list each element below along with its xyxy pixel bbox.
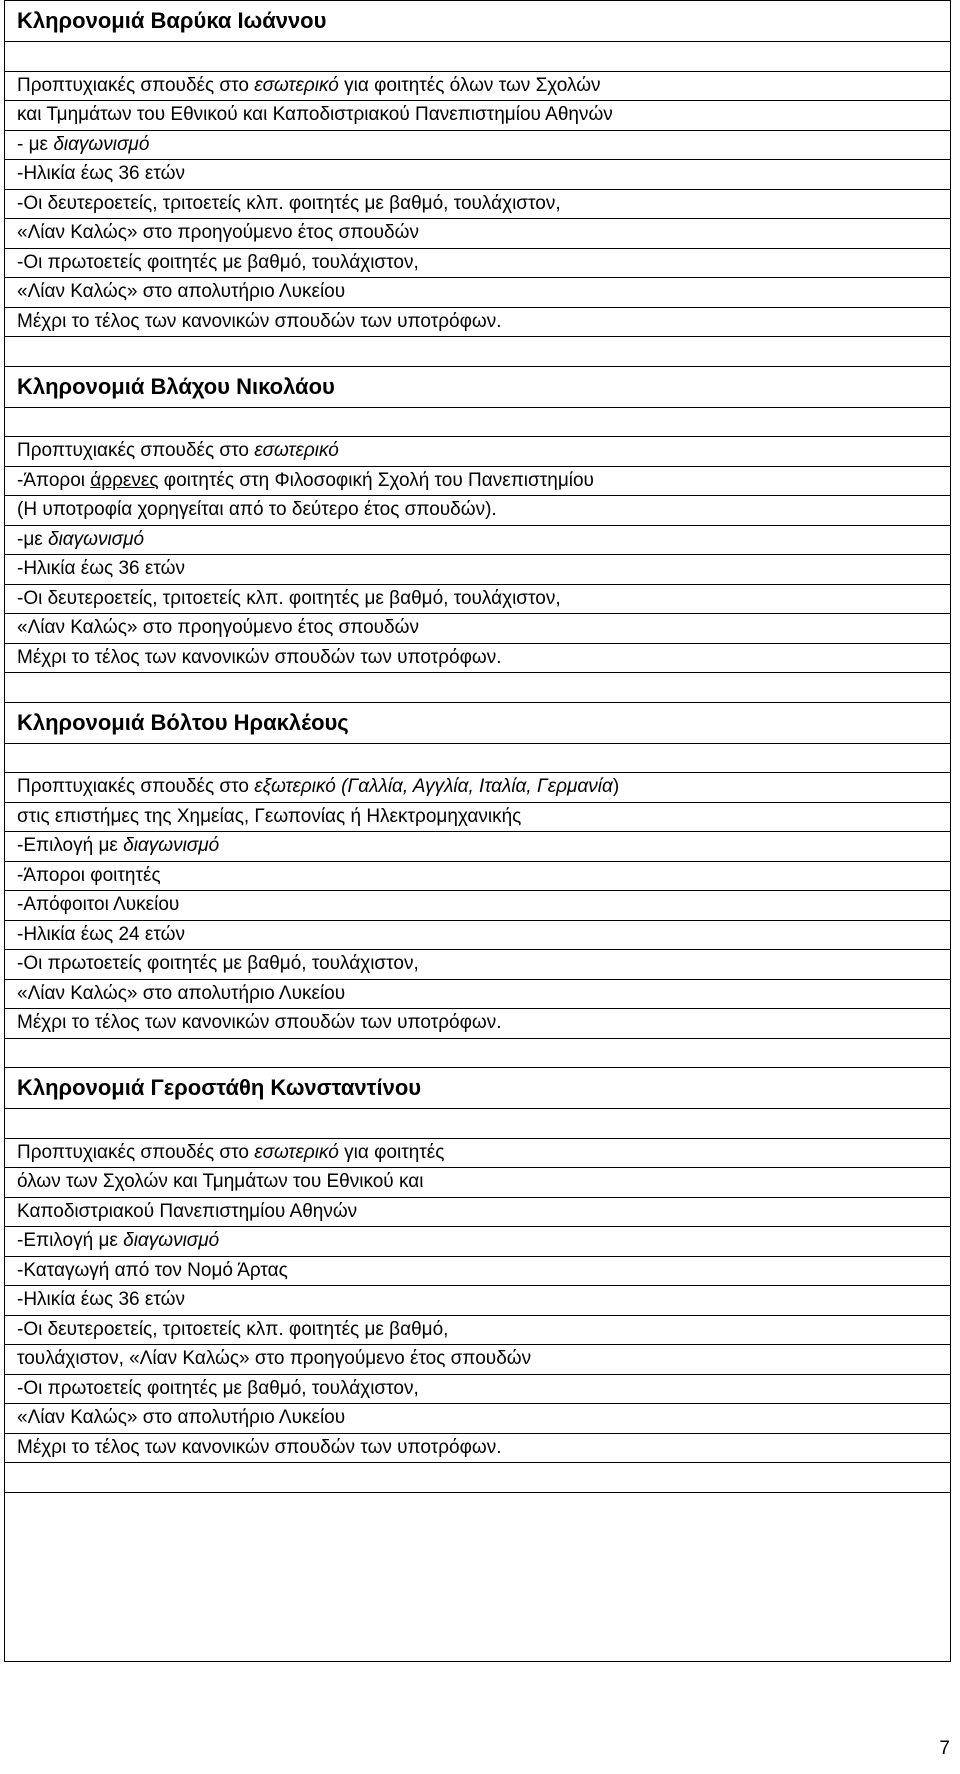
empty-row <box>5 1463 951 1493</box>
table-cell <box>5 802 951 832</box>
table-cell <box>5 71 951 101</box>
text-row <box>5 891 951 921</box>
table-cell <box>5 219 951 249</box>
text-row <box>5 1315 951 1345</box>
table-cell <box>5 1345 951 1375</box>
table-cell <box>5 1038 951 1068</box>
table-cell <box>5 1009 951 1039</box>
text-row <box>5 1009 951 1039</box>
empty-row <box>5 407 951 437</box>
table-cell <box>5 1492 951 1661</box>
scholarship-table <box>4 0 951 1662</box>
text-row <box>5 130 951 160</box>
table-cell <box>5 743 951 773</box>
empty-row <box>5 337 951 367</box>
table-cell <box>5 189 951 219</box>
text-segment: διαγωνισμό <box>48 528 145 550</box>
table-cell <box>5 861 951 891</box>
text-row <box>5 1256 951 1286</box>
text-segment: (Η υποτροφία χορηγείται από το δεύτερο έτος σπουδών). <box>17 499 497 521</box>
text-row <box>5 496 951 526</box>
text-segment: Προπτυχιακές σπουδές στο <box>17 1141 255 1163</box>
empty-row <box>5 42 951 72</box>
text-segment: «Λίαν Καλώς» στο απολυτήριο Λυκείου <box>17 281 346 303</box>
bequest-heading-row <box>5 366 951 407</box>
table-cell <box>5 1463 951 1493</box>
table-cell <box>5 614 951 644</box>
text-segment: όλων των Σχολών και Τμημάτων του Εθνικού και <box>17 1171 424 1193</box>
text-segment: διαγωνισμό <box>123 1230 220 1252</box>
text-segment: Μέχρι το τέλος των κανονικών σπουδών των υποτρόφων. <box>17 1012 502 1034</box>
text-segment: εξωτερικό (Γαλλία, Αγγλία, Ιταλία, Γερμανία <box>254 776 613 798</box>
table-cell <box>5 643 951 673</box>
text-row <box>5 437 951 467</box>
text-segment: -Οι πρωτοετείς φοιτητές με βαθμό, τουλάχιστον, <box>17 251 419 273</box>
text-segment: διαγωνισμό <box>123 835 220 857</box>
table-cell <box>5 1197 951 1227</box>
text-segment: για φοιτητές όλων των Σχολών <box>338 74 601 96</box>
text-segment: άρρενες <box>90 469 159 491</box>
bequest-title: Κληρονομιά Βόλτου Ηρακλέους <box>17 709 349 735</box>
text-row <box>5 1404 951 1434</box>
text-row <box>5 1138 951 1168</box>
text-segment: εσωτερικό <box>254 1141 339 1163</box>
table-cell <box>5 1374 951 1404</box>
empty-row <box>5 1038 951 1068</box>
text-row <box>5 1197 951 1227</box>
table-cell <box>5 584 951 614</box>
table-cell <box>5 160 951 190</box>
text-segment: εσωτερικό <box>254 440 339 462</box>
text-row <box>5 832 951 862</box>
text-row <box>5 71 951 101</box>
bequest-heading-row <box>5 1 951 42</box>
text-segment: Προπτυχιακές σπουδές στο <box>17 74 255 96</box>
table-cell <box>5 466 951 496</box>
text-row <box>5 278 951 308</box>
table-cell <box>5 407 951 437</box>
bequest-title-cell <box>5 1 951 42</box>
table-cell <box>5 42 951 72</box>
table-cell <box>5 1138 951 1168</box>
table-cell <box>5 130 951 160</box>
text-segment: Μέχρι το τέλος των κανονικών σπουδών των υποτρόφων. <box>17 646 502 668</box>
text-row <box>5 525 951 555</box>
text-row <box>5 101 951 131</box>
text-segment: φοιτητές στη Φιλοσοφική Σχολή του Πανεπιστημίου <box>158 469 594 491</box>
bequest-title-cell <box>5 702 951 743</box>
empty-row <box>5 743 951 773</box>
text-row <box>5 1286 951 1316</box>
table-cell <box>5 307 951 337</box>
text-segment: στις επιστήμες της Χημείας, Γεωπονίας ή Ηλεκτρομηχανικής <box>17 805 522 827</box>
empty-row <box>5 1109 951 1139</box>
text-row <box>5 950 951 980</box>
table-cell <box>5 496 951 526</box>
empty-row <box>5 673 951 703</box>
text-segment: -Οι δευτεροετείς, τριτοετείς κλπ. φοιτητές με βαθμό, τουλάχιστον, <box>17 192 561 214</box>
table-cell <box>5 979 951 1009</box>
bequest-title-cell <box>5 1068 951 1109</box>
text-segment: εσωτερικό <box>254 74 339 96</box>
text-segment: -Ηλικία έως 24 ετών <box>17 923 185 945</box>
text-row <box>5 1345 951 1375</box>
bequest-title: Κληρονομιά Βλάχου Νικολάου <box>17 373 335 399</box>
text-row <box>5 802 951 832</box>
text-segment: «Λίαν Καλώς» στο απολυτήριο Λυκείου <box>17 1407 346 1429</box>
text-row <box>5 307 951 337</box>
text-segment: -Άποροι φοιτητές <box>17 864 161 886</box>
text-segment: «Λίαν Καλώς» στο προηγούμενο έτος σπουδών <box>17 222 419 244</box>
empty-row <box>5 1492 951 1661</box>
text-segment: -Καταγωγή από τον Νομό Άρτας <box>17 1259 288 1281</box>
table-cell <box>5 1227 951 1257</box>
text-segment: ) <box>612 776 620 798</box>
text-row <box>5 979 951 1009</box>
table-cell <box>5 337 951 367</box>
text-row <box>5 773 951 803</box>
text-segment: -Ηλικία έως 36 ετών <box>17 558 185 580</box>
text-row <box>5 466 951 496</box>
text-segment: Προπτυχιακές σπουδές στο <box>17 440 255 462</box>
text-segment: Προπτυχιακές σπουδές στο <box>17 776 255 798</box>
bequest-heading-row <box>5 1068 951 1109</box>
table-cell <box>5 248 951 278</box>
table-cell <box>5 555 951 585</box>
table-cell <box>5 525 951 555</box>
table-cell <box>5 773 951 803</box>
text-segment: -Άποροι <box>17 469 91 491</box>
text-segment: -με <box>17 528 49 550</box>
bequest-title-cell <box>5 366 951 407</box>
table-cell <box>5 1256 951 1286</box>
text-segment: διαγωνισμό <box>53 133 150 155</box>
bequest-title: Κληρονομιά Γεροστάθη Κωνσταντίνου <box>17 1075 422 1100</box>
text-segment: -Οι δευτεροετείς, τριτοετείς κλπ. φοιτητές με βαθμό, <box>17 1318 449 1340</box>
text-segment: -Οι πρωτοετείς φοιτητές με βαθμό, τουλάχιστον, <box>17 1377 419 1399</box>
text-segment: -Επιλογή με <box>17 835 124 857</box>
table-cell <box>5 1404 951 1434</box>
text-segment: -Οι πρωτοετείς φοιτητές με βαθμό, τουλάχιστον, <box>17 953 419 975</box>
table-cell <box>5 891 951 921</box>
text-segment: Μέχρι το τέλος των κανονικών σπουδών των υποτρόφων. <box>17 310 502 332</box>
text-row <box>5 160 951 190</box>
text-segment: και Τμημάτων του Εθνικού και Καποδιστριακού Πανεπιστημίου Αθηνών <box>17 104 613 126</box>
text-row <box>5 584 951 614</box>
text-row <box>5 248 951 278</box>
text-row <box>5 189 951 219</box>
text-row <box>5 1168 951 1198</box>
text-row <box>5 861 951 891</box>
bequest-heading-row <box>5 702 951 743</box>
text-segment: -Επιλογή με <box>17 1230 124 1252</box>
scholarship-table-body <box>5 1 951 1662</box>
text-row <box>5 920 951 950</box>
text-row <box>5 1433 951 1463</box>
text-row <box>5 643 951 673</box>
text-segment: Μέχρι το τέλος των κανονικών σπουδών των υποτρόφων. <box>17 1436 502 1458</box>
text-segment: Καποδιστριακού Πανεπιστημίου Αθηνών <box>17 1200 358 1222</box>
table-cell <box>5 1315 951 1345</box>
text-row <box>5 1374 951 1404</box>
page-number: 7 <box>939 1738 950 1759</box>
table-cell <box>5 673 951 703</box>
table-cell <box>5 1286 951 1316</box>
text-segment: τουλάχιστον, «Λίαν Καλώς» στο προηγούμενο έτος σπουδών <box>17 1348 532 1370</box>
text-segment: - με <box>17 133 54 155</box>
table-cell <box>5 437 951 467</box>
text-row <box>5 555 951 585</box>
text-row <box>5 614 951 644</box>
table-cell <box>5 832 951 862</box>
text-segment: «Λίαν Καλώς» στο απολυτήριο Λυκείου <box>17 982 346 1004</box>
text-row <box>5 1227 951 1257</box>
table-cell <box>5 1433 951 1463</box>
text-segment: -Απόφοιτοι Λυκείου <box>17 894 180 916</box>
bequest-title: Κληρονομιά Βαρύκα Ιωάννου <box>17 8 327 33</box>
text-segment: -Οι δευτεροετείς, τριτοετείς κλπ. φοιτητές με βαθμό, τουλάχιστον, <box>17 587 561 609</box>
table-cell <box>5 1109 951 1139</box>
text-segment: -Ηλικία έως 36 ετών <box>17 163 185 185</box>
table-cell <box>5 1168 951 1198</box>
text-segment: «Λίαν Καλώς» στο προηγούμενο έτος σπουδών <box>17 617 419 639</box>
text-row <box>5 219 951 249</box>
table-cell <box>5 920 951 950</box>
table-cell <box>5 278 951 308</box>
table-cell <box>5 101 951 131</box>
text-segment: -Ηλικία έως 36 ετών <box>17 1289 185 1311</box>
table-cell <box>5 950 951 980</box>
text-segment: για φοιτητές <box>338 1141 445 1163</box>
